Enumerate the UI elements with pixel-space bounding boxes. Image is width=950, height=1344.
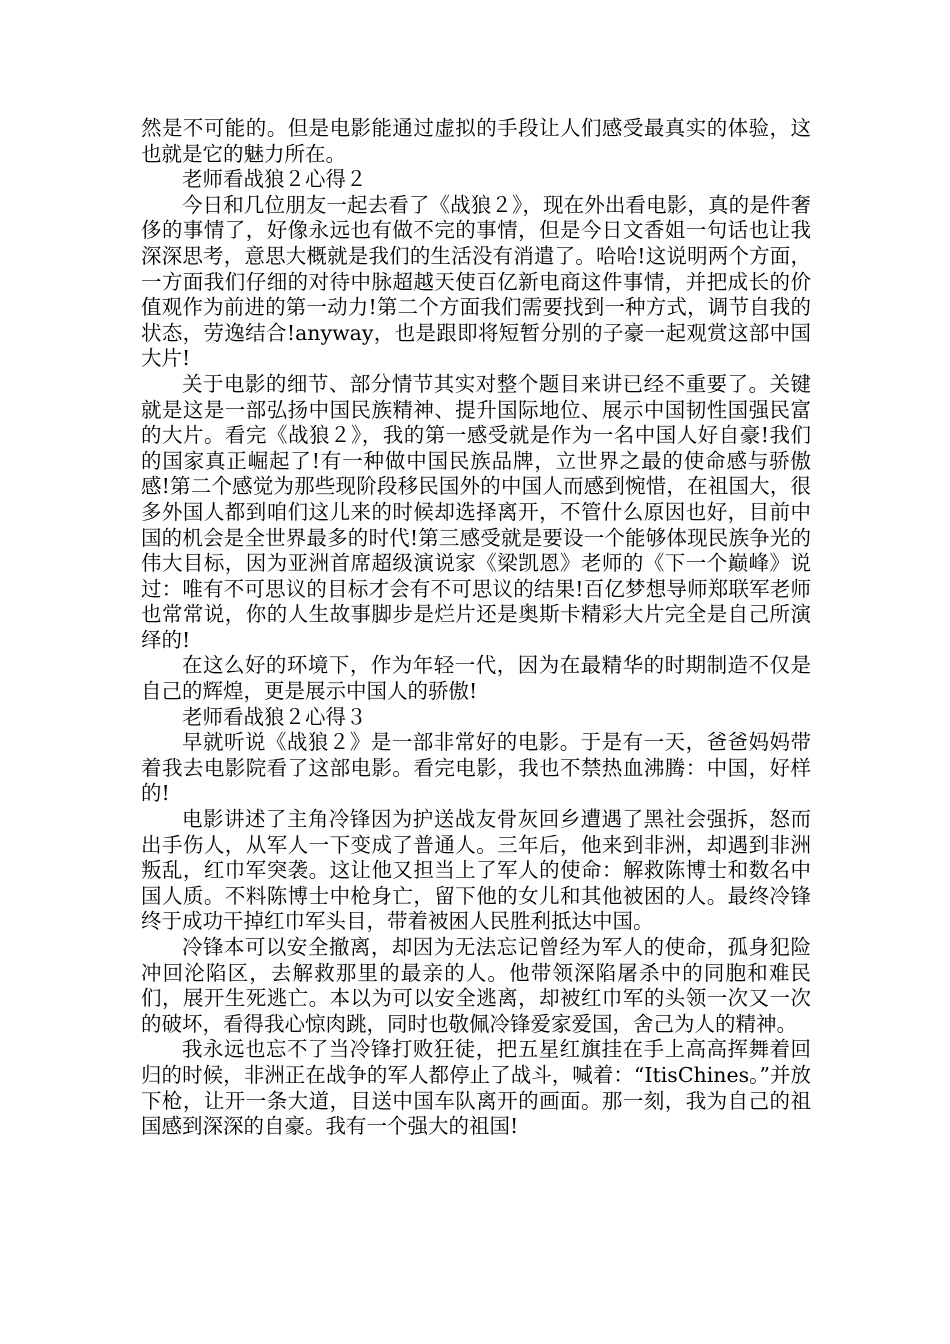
document-page — [141, 116, 811, 1140]
paragraph: 电影讲述了主角冷锋因为护送战友骨灰回乡遭遇了黑社会强拆，怒而出手伤人，从军人一下变成了普通人。三年后，他来到非洲，却遇到非洲叛乱，红巾军突袭。这让他又担当上了军人的使命：解救陈博士和数名中国人质。不料陈博士中枪身亡，留下他的女儿和其他被困的人。最终冷锋终于成功干掉红巾军头目，带着被困人民胜利抵达中国。 — [141, 807, 811, 934]
paragraph: 冷锋本可以安全撤离，却因为无法忘记曾经为军人的使命，孤身犯险冲回沦陷区，去解救那里的最亲的人。他带领深陷屠杀中的同胞和难民们，展开生死逃亡。本以为可以安全逃离，却被红巾军的头领一次又一次的破坏，看得我心惊肉跳，同时也敬佩冷锋爱家爱国，舍己为人的精神。 — [141, 935, 811, 1036]
section-heading-3: 老师看战狼２心得３ — [182, 704, 367, 729]
paragraph: 早就听说《战狼２》是一部非常好的电影。于是有一天，爸爸妈妈带着我去电影院看了这部电影。看完电影，我也不禁热血沸腾：中国，好样的! — [141, 730, 811, 806]
paragraph: 我永远也忘不了当冷锋打败狂徒，把五星红旗挂在手上高高挥舞着回归的时候，非洲正在战争的军人都停止了战斗，喊着：“ItisChines。”并放下枪，让开一条大道，目送中国车队离开的画面。那一刻，我为自己的祖国感到深深的自豪。我有一个强大的祖国! — [141, 1037, 811, 1139]
paragraph-continuation: 然是不可能的。但是电影能通过虚拟的手段让人们感受最真实的体验，这也就是它的魅力所在。 — [141, 116, 811, 166]
paragraph: 在这么好的环境下，作为年轻一代，因为在最精华的时期制造不仅是自己的辉煌，更是展示中国人的骄傲! — [141, 653, 811, 704]
paragraph: 关于电影的细节、部分情节其实对整个题目来讲已经不重要了。关键就是这是一部弘扬中国民族精神、提升国际地位、展示中国韧性国强民富的大片。看完《战狼２》，我的第一感受就是作为一名中国人好自豪!我们的国家真正崛起了!有一种做中国民族品牌，立世界之最的使命感与骄傲感!第二个感觉为那些现阶段移民国外的中国人而感到惋惜，在祖国大，很多外国人都到咱们这儿来的时候却选择离开，不管什么原因也好，目前中国的机会是全世界最多的时代!第三感受就是要设一个能够体现民族争光的伟大目标，因为亚洲首席超级演说家《梁凯恩》老师的《下一个巅峰》说过：唯有不可思议的目标才会有不可思议的结果!百亿梦想导师郑联军老师也常常说，你的人生故事脚步是烂片还是奥斯卡精彩大片完全是自己所演绎的! — [141, 371, 811, 652]
paragraph: 今日和几位朋友一起去看了《战狼２》，现在外出看电影，真的是件奢侈的事情了，好像永远也有做不完的事情，但是今日文香姐一句话也让我深深思考，意思大概就是我们的生活没有消遣了。哈哈!这说明两个方面，一方面我们仔细的对待中脉超越天使百亿新电商这件事情，并把成长的价值观作为前进的第一动力!第二个方面我们需要找到一种方式，调节自我的状态，劳逸结合!anyway，也是跟即将短暂分别的子豪一起观赏这部中国大片! — [141, 192, 811, 371]
section-heading-2: 老师看战狼２心得２ — [182, 167, 367, 192]
